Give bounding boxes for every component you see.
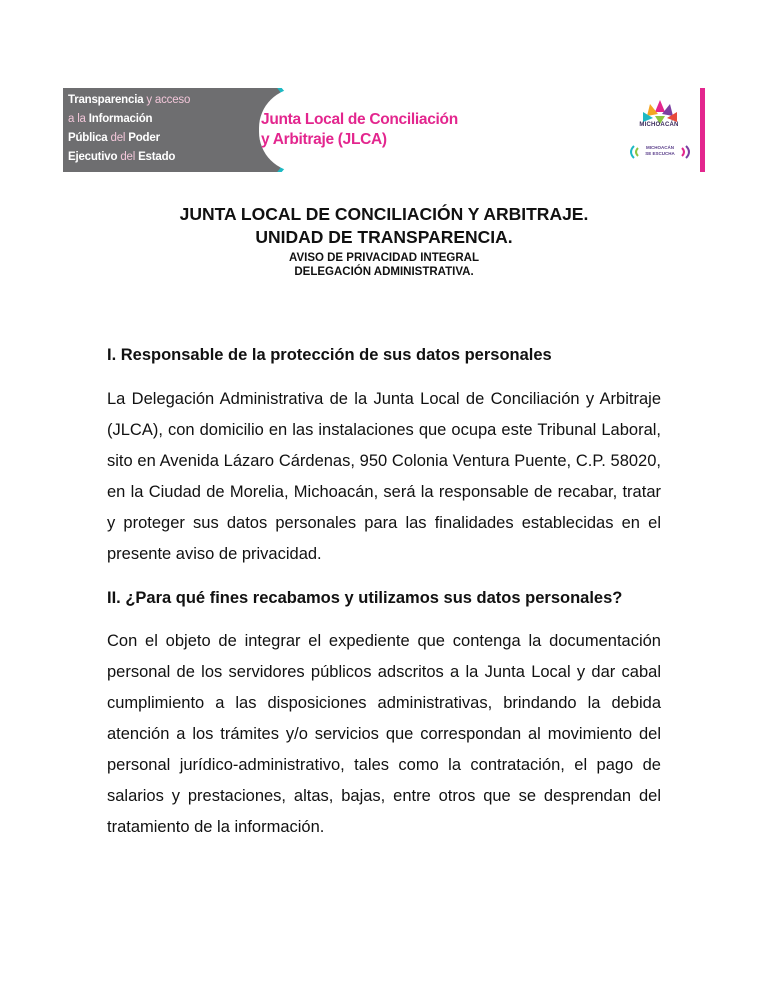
section-2-body: Con el objeto de integrar el expediente que contenga la documentación personal de los servidores públicos adscritos a la Junta Local y dar cabal cumplimiento a las disposiciones administrativas, brindando la debida atención a los trámites y/o servicios que correspondan al movimiento del personal jurídico-administrativo, tales como la contratación, el pago de salarios y prestaciones, altas, bajas, entre otros que se desprendan del tratamiento de la información.	[107, 632, 661, 836]
badge-line-4: Ejecutivo del Estado	[68, 151, 176, 163]
section-2-title: II. ¿Para qué fines recabamos y utilizamos sus datos personales?	[107, 589, 623, 607]
se-escucha-label	[641, 145, 679, 157]
department-name: DELEGACIÓN ADMINISTRATIVA.	[294, 266, 474, 278]
se-escucha-line-2: SE ESCUCHA	[645, 151, 675, 156]
badge-line-1: Transparencia y acceso	[68, 94, 191, 106]
section-1-title: I. Responsable de la protección de sus datos personales	[107, 346, 552, 364]
badge-line-3: Pública del Poder	[68, 132, 160, 144]
se-escucha-line-1: MICHOACÁN	[646, 145, 674, 150]
document-subtitle: UNIDAD DE TRANSPARENCIA.	[255, 227, 513, 247]
banner-title-line-2: y Arbitraje (JLCA)	[261, 131, 387, 148]
notice-type: AVISO DE PRIVACIDAD INTEGRAL	[289, 252, 479, 264]
banner-title-line-1: Junta Local de Conciliación	[261, 111, 458, 128]
document-title: JUNTA LOCAL DE CONCILIACIÓN Y ARBITRAJE.	[179, 204, 589, 224]
michoacan-logo-label: MICHOACÁN	[639, 122, 679, 128]
michoacan-logo-area	[623, 88, 705, 172]
badge-line-2: a la Información	[68, 113, 153, 125]
section-1-body: La Delegación Administrativa de la Junta Local de Conciliación y Arbitraje (JLCA), con domicilio en las instalaciones que ocupa este Tribunal Laboral, sito en Avenida Lázaro Cárdenas, 950 Colonia Ventura Puente, C.P. 58020, en la Ciudad de Morelia, Michoacán, será la responsable de recabar, tratar y proteger sus datos personales para las finalidades establecidas en el presente aviso de privacidad.	[107, 390, 661, 563]
banner-title	[261, 110, 521, 150]
header-banner	[63, 88, 705, 172]
transparency-badge	[63, 88, 251, 172]
